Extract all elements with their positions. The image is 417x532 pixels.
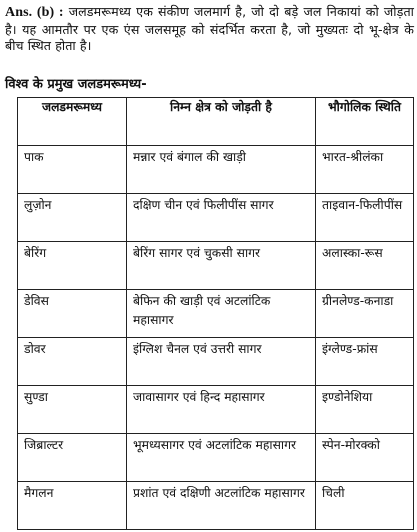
table-row bbox=[18, 434, 414, 482]
connected-waters: जावासागर एवं हिन्द महासागर bbox=[127, 386, 316, 434]
connected-waters: इंग्लिश चैनल एवं उत्तरी सागर bbox=[127, 338, 316, 386]
connected-waters: दक्षिण चीन एवं फिलीपींस सागर bbox=[127, 194, 316, 242]
table-row bbox=[18, 482, 414, 530]
strait-name: डोवर bbox=[18, 338, 127, 386]
geographic-location: अलास्का-रूस bbox=[316, 242, 414, 290]
connected-waters: बेरिंग सागर एवं चुकसी सागर bbox=[127, 242, 316, 290]
answer-paragraph bbox=[5, 4, 414, 55]
table-row bbox=[18, 386, 414, 434]
table-row bbox=[18, 242, 414, 290]
table-row bbox=[18, 146, 414, 194]
straits-table bbox=[17, 97, 414, 530]
table-row bbox=[18, 290, 414, 338]
strait-name: पाक bbox=[18, 146, 127, 194]
section-heading: विश्व के प्रमुख जलडमरूमध्य- bbox=[5, 77, 147, 92]
geographic-location: इंग्लेण्ड-फ्रांस bbox=[316, 338, 414, 386]
strait-name: डेविस bbox=[18, 290, 127, 338]
strait-name: जिब्राल्टर bbox=[18, 434, 127, 482]
table-row bbox=[18, 194, 414, 242]
strait-name: लुज़ोन bbox=[18, 194, 127, 242]
geographic-location: ग्रीनलेण्ड-कनाडा bbox=[316, 290, 414, 338]
connected-waters: बेफिन की खाड़ी एवं अटलांटिक महासागर bbox=[127, 290, 316, 338]
table-header-row bbox=[18, 98, 414, 146]
strait-name: मैगलन bbox=[18, 482, 127, 530]
header-location: भौगोलिक स्थिति bbox=[316, 98, 414, 146]
geographic-location: ताइवान-फिलीपींस bbox=[316, 194, 414, 242]
strait-name: सुण्डा bbox=[18, 386, 127, 434]
table-row bbox=[18, 338, 414, 386]
connected-waters: मन्नार एवं बंगाल की खाड़ी bbox=[127, 146, 316, 194]
answer-label: Ans. (b) : bbox=[5, 5, 64, 20]
strait-name: बेरिंग bbox=[18, 242, 127, 290]
geographic-location: भारत-श्रीलंका bbox=[316, 146, 414, 194]
connected-waters: भूमध्यसागर एवं अटलांटिक महासागर bbox=[127, 434, 316, 482]
connected-waters: प्रशांत एवं दक्षिणी अटलांटिक महासागर bbox=[127, 482, 316, 530]
header-strait: जलडमरूमध्य bbox=[18, 98, 127, 146]
header-connects: निम्न क्षेत्र को जोड़ती है bbox=[127, 98, 316, 146]
answer-text: जलडमरूमध्य एक संकीण जलमार्ग है, जो दो बड़े जल निकायां को जोड़ता है। यह आमतौर पर एक एंस जलसमूह को संदर्भित करता है, जो मुख्यतः दो भू-क्षेत्र के बीच स्थित होता है। bbox=[5, 4, 414, 53]
geographic-location: चिली bbox=[316, 482, 414, 530]
geographic-location: इण्डोनेशिया bbox=[316, 386, 414, 434]
geographic-location: स्पेन-मोरक्को bbox=[316, 434, 414, 482]
